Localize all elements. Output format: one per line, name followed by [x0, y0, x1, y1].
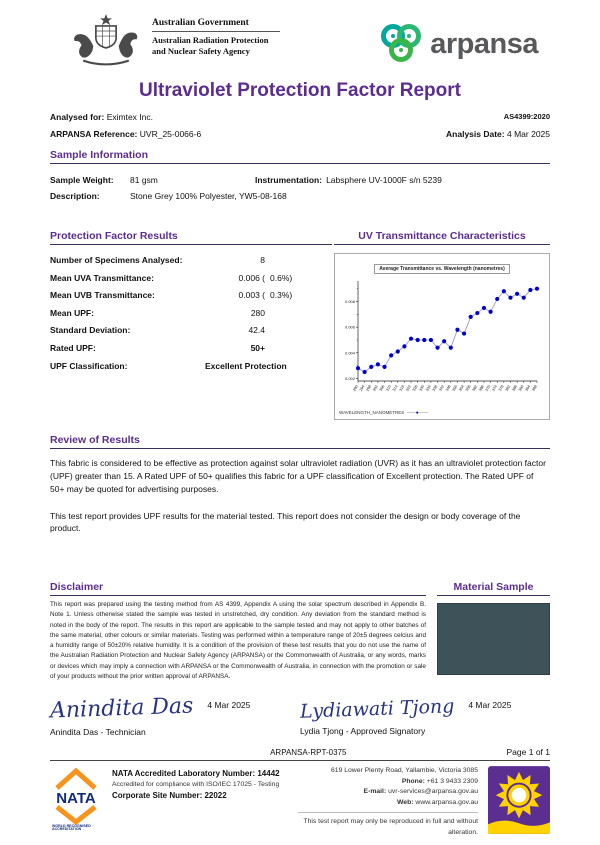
chart-legend-label: WAVELENGTH_NANOMETRES — [339, 410, 405, 416]
results-and-chart — [50, 230, 550, 420]
review-of-results — [50, 434, 550, 535]
nata-accreditation-text — [112, 766, 288, 802]
chart-plot — [337, 275, 541, 411]
svg-text:378: 378 — [498, 384, 505, 393]
footer-divider — [50, 760, 550, 761]
meta-row-1 — [50, 112, 550, 122]
row-value: 0.003 ( — [238, 290, 265, 301]
table-row — [50, 304, 332, 322]
svg-text:0.006: 0.006 — [344, 324, 355, 330]
table-row — [50, 269, 332, 287]
nata-logo-icon — [50, 766, 102, 830]
disclaimer-heading: Disclaimer — [50, 581, 426, 596]
arpansa-wordmark: arpansa — [430, 27, 538, 60]
instrumentation-label: Instrumentation: — [255, 175, 323, 185]
material-sample-section — [437, 581, 550, 682]
chart-legend — [337, 410, 547, 417]
analysis-date-value: 4 Mar 2025 — [507, 129, 550, 139]
svg-text:314: 314 — [392, 384, 399, 393]
web-label: Web: — [397, 798, 414, 806]
reference-label: ARPANSA Reference: — [50, 129, 138, 139]
arpansa-rings-icon — [378, 22, 424, 66]
row-label: UPF Classification: — [50, 360, 128, 371]
sample-row-2 — [50, 188, 550, 204]
disclaimer-section — [50, 581, 426, 682]
analysis-date-label: Analysis Date: — [446, 129, 505, 139]
review-paragraph-1: This fabric is considered to be effective as protection against solar ultraviolet radiation (UVR) as it has an ultraviolet protection factor (UPF) greater than 15. A Rated UPF of 50+ qualifies this fabric for a UPF classification of Excellent protection. The Rated UPF of 50+ may be quoted for advertising purposes. — [50, 458, 546, 494]
agency-line-2: and Nuclear Safety Agency — [152, 46, 250, 57]
phone-label: Phone: — [401, 777, 425, 785]
svg-text:386: 386 — [511, 384, 518, 393]
row-label: Mean UVB Transmittance: — [50, 290, 155, 301]
row-value: 8 — [260, 255, 265, 266]
svg-text:0.004: 0.004 — [344, 350, 355, 356]
svg-text:370: 370 — [484, 384, 492, 393]
svg-text:302: 302 — [372, 384, 379, 393]
email-value: uvr-services@arpansa.gov.au — [388, 788, 478, 796]
contact-address: 619 Lower Plenty Road, Yallambie, Victoria 3085 — [331, 767, 478, 775]
gov-name: Australian Government — [152, 18, 249, 28]
svg-text:294: 294 — [358, 384, 366, 393]
svg-text:298: 298 — [365, 384, 373, 393]
row-value: 280 — [250, 307, 265, 318]
row-note: 0.6%) — [270, 272, 293, 283]
row-value: 50+ — [250, 343, 265, 354]
svg-text:390: 390 — [517, 384, 525, 393]
svg-text:362: 362 — [471, 384, 479, 393]
sample-weight-value: 81 gsm — [130, 175, 158, 185]
arpansa-reference — [50, 129, 201, 139]
svg-text:398: 398 — [531, 384, 538, 393]
sample-information-heading: Sample Information — [50, 149, 550, 164]
report-code: ARPANSA-RPT-0375 — [270, 748, 347, 758]
row-label: Mean UVA Transmittance: — [50, 272, 154, 283]
review-paragraph-2: This test report provides UPF results for the material tested. This report does not consider the design or body coverage of the product. — [50, 510, 521, 534]
chart-section-heading: UV Transmittance Characteristics — [334, 230, 550, 245]
material-swatch — [437, 603, 550, 675]
technician-signature: Anindita Das — [49, 693, 194, 724]
nata-site-number: Corporate Site Number: 22022 — [112, 791, 227, 801]
analysed-for-value: Eximtex Inc. — [106, 112, 153, 122]
transmittance-chart — [334, 253, 550, 420]
arpansa-logo — [378, 22, 538, 66]
agency-line-1: Australian Radiation Protection — [152, 35, 269, 45]
nata-compliance: Accredited for compliance with ISO/IEC 17025 - Testing — [112, 781, 280, 789]
government-text — [152, 12, 280, 57]
row-value: 0.006 ( — [238, 272, 265, 283]
instrumentation-value: Labsphere UV-1000F s/n 5239 — [326, 175, 442, 185]
signatory-caption: Lydia Tjong - Approved Signatory — [300, 726, 426, 737]
review-heading: Review of Results — [50, 434, 550, 449]
table-row — [50, 339, 332, 357]
svg-text:306: 306 — [378, 384, 386, 393]
page-number: Page 1 of 1 — [506, 747, 550, 758]
svg-text:394: 394 — [524, 384, 532, 393]
svg-text:350: 350 — [451, 384, 459, 393]
header — [50, 12, 550, 72]
table-row — [50, 322, 332, 340]
signatory-signature-date: 4 Mar 2025 — [468, 700, 512, 711]
chart-title: Average Transmittance vs. Wavelength (nanometres) — [374, 264, 510, 274]
phone-value: +61 3 9433 2309 — [426, 777, 478, 785]
report-code-row — [50, 747, 550, 757]
analysis-date — [446, 129, 550, 139]
svg-text:382: 382 — [504, 384, 512, 393]
results-heading: Protection Factor Results — [50, 230, 332, 245]
row-value: 42.4 — [248, 325, 265, 336]
chart-legend-marker: ——●—— — [405, 410, 428, 417]
svg-text:342: 342 — [438, 384, 446, 393]
contact-email — [298, 787, 478, 798]
svg-text:ACCREDITATION: ACCREDITATION — [52, 827, 82, 831]
row-label: Mean UPF: — [50, 307, 94, 318]
material-sample-heading: Material Sample — [437, 581, 550, 596]
table-row — [50, 286, 332, 304]
svg-text:0.002: 0.002 — [344, 376, 355, 382]
standard-code: AS4399:2020 — [503, 112, 550, 121]
technician-signature-block — [49, 693, 300, 738]
reference-value: UVR_25-0066-6 — [139, 129, 202, 139]
technician-signature-date: 4 Mar 2025 — [207, 700, 251, 711]
disclaimer-material-row — [50, 581, 550, 682]
government-block — [68, 12, 280, 72]
results-table — [50, 251, 332, 374]
footer — [50, 766, 550, 838]
svg-text:NATA: NATA — [56, 790, 96, 808]
table-row — [50, 251, 332, 269]
svg-text:334: 334 — [425, 384, 432, 393]
arpansa-sun-icon — [488, 766, 550, 834]
row-label: Standard Deviation: — [50, 325, 131, 336]
protection-factor-results — [50, 230, 332, 420]
gov-divider — [152, 31, 280, 32]
svg-text:374: 374 — [491, 384, 499, 393]
coat-of-arms-icon — [68, 12, 144, 72]
signatures — [49, 693, 550, 738]
svg-text:346: 346 — [445, 384, 452, 393]
svg-text:338: 338 — [431, 384, 439, 393]
disclaimer-text: This report was prepared using the testing method from AS 4399, Appendix A using the solar spectrum described in Appendix B. Note 1. Unless otherwise stated the sample was tested in unstretched, dry condition. Any deviation from the standard method is noted in the body of the report. The results in this report are applicable to the sample tested and may not apply to other batches of the same material, other colours or similar materials. Testing was performed within a temperature range of 20±5 degrees celcius and a humidity range of 50±20% relative humidity. It is a condition of the provision of these test results that you do not use the name of the Australian Radiation Protection and Nuclear Safety Agency (ARPANSA) or the Commonwealth of Australia, or any words, marks or devices which may imply a connection with ARPANSA or the Commonwealth of Australia, in connection with the promotion or sale of your products without the prior written approval of ARPANSA. — [50, 601, 426, 680]
signatory-signature-block — [300, 696, 550, 737]
svg-text:326: 326 — [411, 384, 419, 393]
svg-text:330: 330 — [418, 384, 426, 393]
reproduction-note: This test report may only be reproduced in full and without alteration. — [298, 812, 478, 838]
uv-transmittance-section — [334, 230, 550, 420]
svg-text:290: 290 — [352, 384, 359, 393]
page-title: Ultraviolet Protection Factor Report — [139, 80, 461, 101]
sample-weight-label: Sample Weight: — [50, 175, 114, 185]
row-note: 0.3%) — [270, 290, 293, 301]
svg-text:354: 354 — [458, 384, 465, 393]
row-label: Number of Specimens Analysed: — [50, 255, 183, 266]
svg-text:0.008: 0.008 — [344, 299, 355, 305]
sample-information-body — [50, 172, 550, 204]
svg-text:366: 366 — [478, 384, 485, 393]
table-row — [50, 357, 332, 375]
nata-lab-number: NATA Accredited Laboratory Number: 14442 — [112, 769, 280, 779]
web-value: www.arpansa.gov.au — [415, 798, 478, 806]
row-value: Excellent Protection — [205, 360, 287, 371]
svg-text:318: 318 — [398, 384, 406, 393]
contact-block — [298, 766, 478, 838]
sample-row-1 — [50, 172, 550, 188]
technician-caption: Anindita Das - Technician — [50, 727, 146, 738]
svg-text:358: 358 — [464, 384, 472, 393]
svg-text:310: 310 — [385, 384, 393, 393]
svg-text:WORLD RECOGNISED: WORLD RECOGNISED — [52, 824, 91, 829]
analysed-for — [50, 112, 153, 122]
email-label: E-mail: — [363, 788, 387, 796]
row-label: Rated UPF: — [50, 343, 96, 354]
description-label: Description: — [50, 191, 100, 202]
analysed-for-label: Analysed for: — [50, 112, 105, 122]
meta-row-2 — [50, 129, 550, 139]
description-value: Stone Grey 100% Polyester, YW5-08-168 — [130, 191, 287, 202]
contact-phone — [298, 777, 478, 788]
svg-text:322: 322 — [405, 384, 412, 393]
signatory-signature: Lydiawati Tjong — [299, 695, 455, 723]
contact-web — [298, 798, 478, 809]
